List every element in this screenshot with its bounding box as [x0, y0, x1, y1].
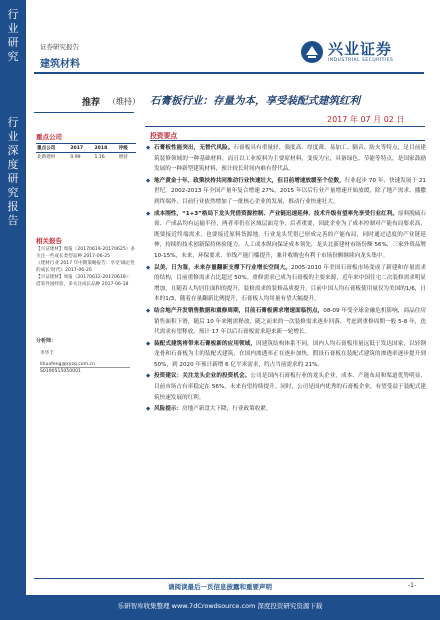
investment-points-list	[146, 143, 426, 416]
related-report-item[interactable]: 【兴证建材】周报（20170612-20170618）：借鉴外国经验，多关注成长品种 2017-06-18	[36, 275, 133, 287]
related-report-item[interactable]: 【兴证建材】周报（20170619-20170625）多关注一些成长类型品种 2017-06-25	[36, 247, 135, 259]
point-lead: 以美、日为鉴，未来存量翻新支撑下行业增长空间大。	[154, 264, 291, 271]
bullet-icon: ◆	[146, 264, 151, 271]
bottom-banner-text[interactable]: 乐研智库收集整理 www.7dCrowdsource.com 深度投资研究资源下载	[117, 602, 323, 610]
point-text: 石膏板具有重量轻、强度高、厚度薄、易加工、隔音、防火等特点，是目前建筑装修领域的一种基础材料，而且以工业废料为主要原材料，变废为宝，具备绿色、节能等特点，是国家鼓励发展的一种新型建筑材料，预计较长时间内难有替代品。	[154, 145, 426, 173]
related-reports-list	[36, 247, 136, 290]
rating-note: （维持）	[108, 97, 140, 106]
logo-mark-icon	[300, 40, 324, 64]
table-header-cell: 2018	[93, 144, 117, 153]
logo-english-name: INDUSTRIAL SECURITIES	[328, 58, 394, 63]
analyst-license: S0190515050001	[40, 369, 81, 374]
key-companies-title: 重点公司	[36, 133, 62, 141]
investment-points-title: 投资要点	[150, 132, 178, 140]
investment-point	[146, 371, 426, 403]
point-lead: 风险提示：	[154, 406, 182, 413]
rating-divider	[34, 112, 134, 113]
report-title: 石膏板行业：存量为本，享受装配式建筑红利	[150, 95, 360, 107]
bullet-icon: ◆	[146, 210, 151, 217]
report-type-label: 证券研究报告	[40, 43, 79, 51]
industry-label: 建筑材料	[40, 59, 80, 70]
table-header-cell: 重点公司	[36, 144, 69, 153]
company-logo	[300, 38, 412, 68]
point-lead: 装配式建筑将带来石膏板新的应用领域，	[154, 340, 257, 347]
table-row	[36, 153, 136, 162]
point-lead: 石膏板性能突出，无替代风险。	[154, 145, 234, 151]
point-text: 2005-2010 年美国石膏板市场变成了新建和存量需求的结构，目前重修需求占比超过 50%。重修需求已成为石膏板的主要来源，近年来中国住宅二次装修需求明显增加，且随着人均居住面积的提升，装修需求的装修品质提升，目前中国人均石膏板使用量仅为美国的1/6，日本的1/3，随着存量翻新比例提升，石膏板人均用量有望大幅提升。	[154, 264, 426, 303]
investment-point	[146, 209, 426, 262]
page-number: -1-	[408, 582, 417, 589]
table-header-row	[36, 144, 136, 153]
table-header-cell: 评级	[118, 144, 136, 153]
bullet-icon: ◆	[146, 177, 151, 184]
bullet-icon: ◆	[146, 340, 151, 347]
investment-point	[146, 143, 426, 175]
bullet-icon: ◆	[146, 145, 151, 151]
key-companies-table	[36, 143, 136, 161]
point-text: 因建筑结构体系不同，国内人均石膏板用量远低于发达国家，以轻钢龙骨和石膏板为主的装配式建筑，在国内渗透率正在逐步加快，假设石膏板在装配式建筑的渗透率逐步提升到 50%，到 2020 年预计新增 6 亿平米需求，约占当前需求的 21%。	[154, 340, 426, 368]
report-date: 2017 年 07 月 02 日	[327, 115, 405, 124]
disclaimer-text: 请阅读最后一页信息披露和重要声明	[168, 583, 272, 591]
point-text: 房地产新盘大下降，行业政策收紧。	[181, 406, 272, 413]
point-lead: 投资建议：关注龙头企业的投资机会。	[154, 373, 251, 380]
investment-point	[146, 176, 426, 208]
point-lead: 结合地产开发销售数据和重修周期，目前石膏板需求增速面临拐点，	[154, 307, 324, 314]
analyst-info	[40, 350, 136, 375]
point-text: 公司是国内石膏板行业的龙头企业，成本、产能布局和渠道优势明显，目前市场占有率稳定在 56%，未来有望持续提升。同时，公司是国内优秀的石膏板企业，有望受益于装配式建筑快速发展的红利。	[154, 373, 426, 401]
investment-point	[146, 263, 426, 305]
side-band	[0, 0, 26, 620]
side-band-bottom-text: 行业深度研究报告	[7, 116, 19, 227]
analyst-name: 李华丰	[40, 351, 54, 356]
point-text: 原料脱硫石膏、产成品均有运输半径，两者率仍在区域层面竞争，后者重要，因此企业为了成本控制对产能布局要求高，既要接近终端需求，也要接近原料货源地。行业龙头凭借已形成完善的产能布局，同时通过适度的产业链延伸，持续的技术创新保持体验能力。人工成本纵向保证成本领先，龙头北新建材市场份额 56%，三家外资品牌 10-15%，未来，环保要求、单线产能门槛提升，兼并收购也有利于市场份额继续向龙头集中。	[154, 210, 426, 259]
investment-points-divider	[150, 140, 425, 141]
table-cell: 0.99	[70, 154, 81, 160]
investment-point	[146, 404, 426, 415]
point-text: 08-09 年受全球金融危机影响，商品住房销售面积下滑，随后 10 年来刚需释放，随之而来的一次装修需求逐步回落，考虑到重修周期一般 5-8 年，迭代需求有望释放，预计 17 年以后石膏板需求迎来新一轮增长。	[154, 307, 426, 336]
point-lead: 成本刚性，“1+3”格局下龙头凭借资源控制、产业链迅速延伸、技术升级有望率先享受行业红利。	[154, 210, 398, 217]
point-lead: 地产黄金十年、政策扶持共同推动行业快速壮大，但目前增速放缓至个位数，	[154, 177, 345, 184]
table-cell: 1.16	[94, 154, 105, 160]
related-reports-title: 相关报告	[36, 237, 62, 245]
analyst-label: 分析师：	[36, 338, 57, 344]
bullet-icon: ◆	[146, 307, 151, 314]
point-text: 行业起步 70 年，快速发展于 21 世纪。2002-2013 年全国产量年复合增速 27%，2015 年以后行业产量增速开始放缓，除了地产需求、播撒到终端外，目前行业依然增加了一批核心企业的发展，推动行业快速壮大。	[154, 177, 426, 205]
related-report-item[interactable]: 《建材行业 2017 年中期策略报告：享受‘确定性的成长’时代》2017-06-20	[36, 261, 135, 273]
bullet-icon: ◆	[146, 406, 151, 413]
rating-label: 推荐	[82, 98, 101, 108]
bullet-icon: ◆	[146, 373, 151, 380]
header-divider	[34, 72, 424, 74]
investment-point	[146, 339, 426, 371]
analyst-divider	[40, 367, 130, 368]
logo-name: 兴业证券	[328, 40, 393, 58]
title-divider	[145, 126, 425, 127]
table-header-cell: 2017	[69, 144, 93, 153]
analyst-email[interactable]: lihuafeng@xyzq.com.cn	[40, 362, 95, 367]
table-cell: 北新建材	[37, 155, 56, 160]
table-cell: 增持	[118, 155, 128, 160]
footer-divider	[34, 578, 424, 579]
side-band-top-text: 行业研究	[7, 8, 19, 63]
investment-point	[146, 306, 426, 338]
